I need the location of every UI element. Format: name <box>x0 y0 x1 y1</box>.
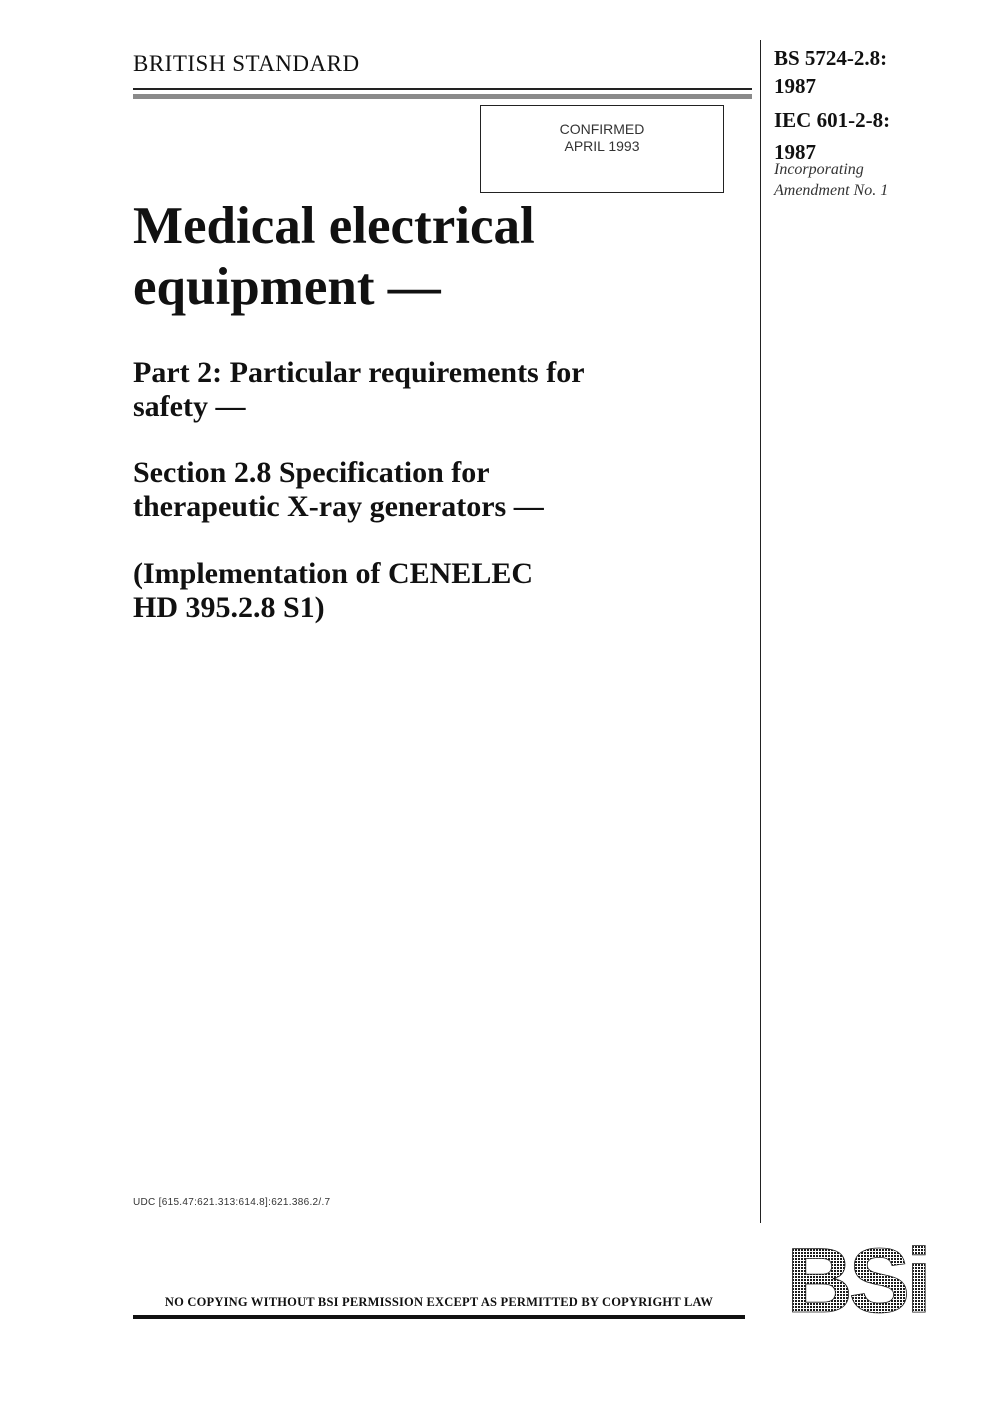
part-heading <box>133 356 733 424</box>
amendment-note-line-2: Amendment No. 1 <box>774 182 889 199</box>
stamp-status: CONFIRMED <box>559 121 645 137</box>
bsi-logo <box>768 1240 946 1318</box>
iec-number: IEC 601-2-8: <box>774 108 891 132</box>
bs-number: BS 5724-2.8: <box>774 46 888 70</box>
publication-type: BRITISH STANDARD <box>133 51 360 76</box>
stamp-date: APRIL 1993 <box>564 138 640 154</box>
implementation-heading-line-1: (Implementation of CENELEC <box>133 557 534 590</box>
section-heading-line-2: therapeutic X-ray generators — <box>133 490 544 523</box>
standard-reference <box>774 44 974 166</box>
amendment-note <box>774 159 974 201</box>
implementation-heading-line-2: HD 395.2.8 S1) <box>133 591 325 624</box>
copyright-notice: NO COPYING WITHOUT BSI PERMISSION EXCEPT AS PERMITTED BY COPYRIGHT LAW <box>164 1295 714 1309</box>
confirmation-stamp <box>480 105 724 193</box>
column-divider <box>760 40 761 1223</box>
section-heading <box>133 456 733 524</box>
implementation-heading <box>133 557 733 625</box>
document-title <box>133 196 733 318</box>
part-heading-line-2: safety — <box>133 390 246 423</box>
header-rule <box>133 88 752 90</box>
header-rule-shaded <box>133 94 752 99</box>
part-heading-line-1: Part 2: Particular requirements for <box>133 356 585 389</box>
document-title-line-2: equipment — <box>133 258 441 316</box>
bsi-logo-text: BSi <box>786 1240 928 1318</box>
udc-classification: UDC [615.47:621.313:614.8]:621.386.2/.7 <box>133 1197 331 1208</box>
document-title-line-1: Medical electrical <box>133 197 535 255</box>
amendment-note-line-1: Incorporating <box>774 161 864 178</box>
footer-rule <box>133 1315 745 1319</box>
iec-year: 1987 <box>774 140 816 164</box>
bs-year: 1987 <box>774 74 816 98</box>
section-heading-line-1: Section 2.8 Specification for <box>133 456 490 489</box>
